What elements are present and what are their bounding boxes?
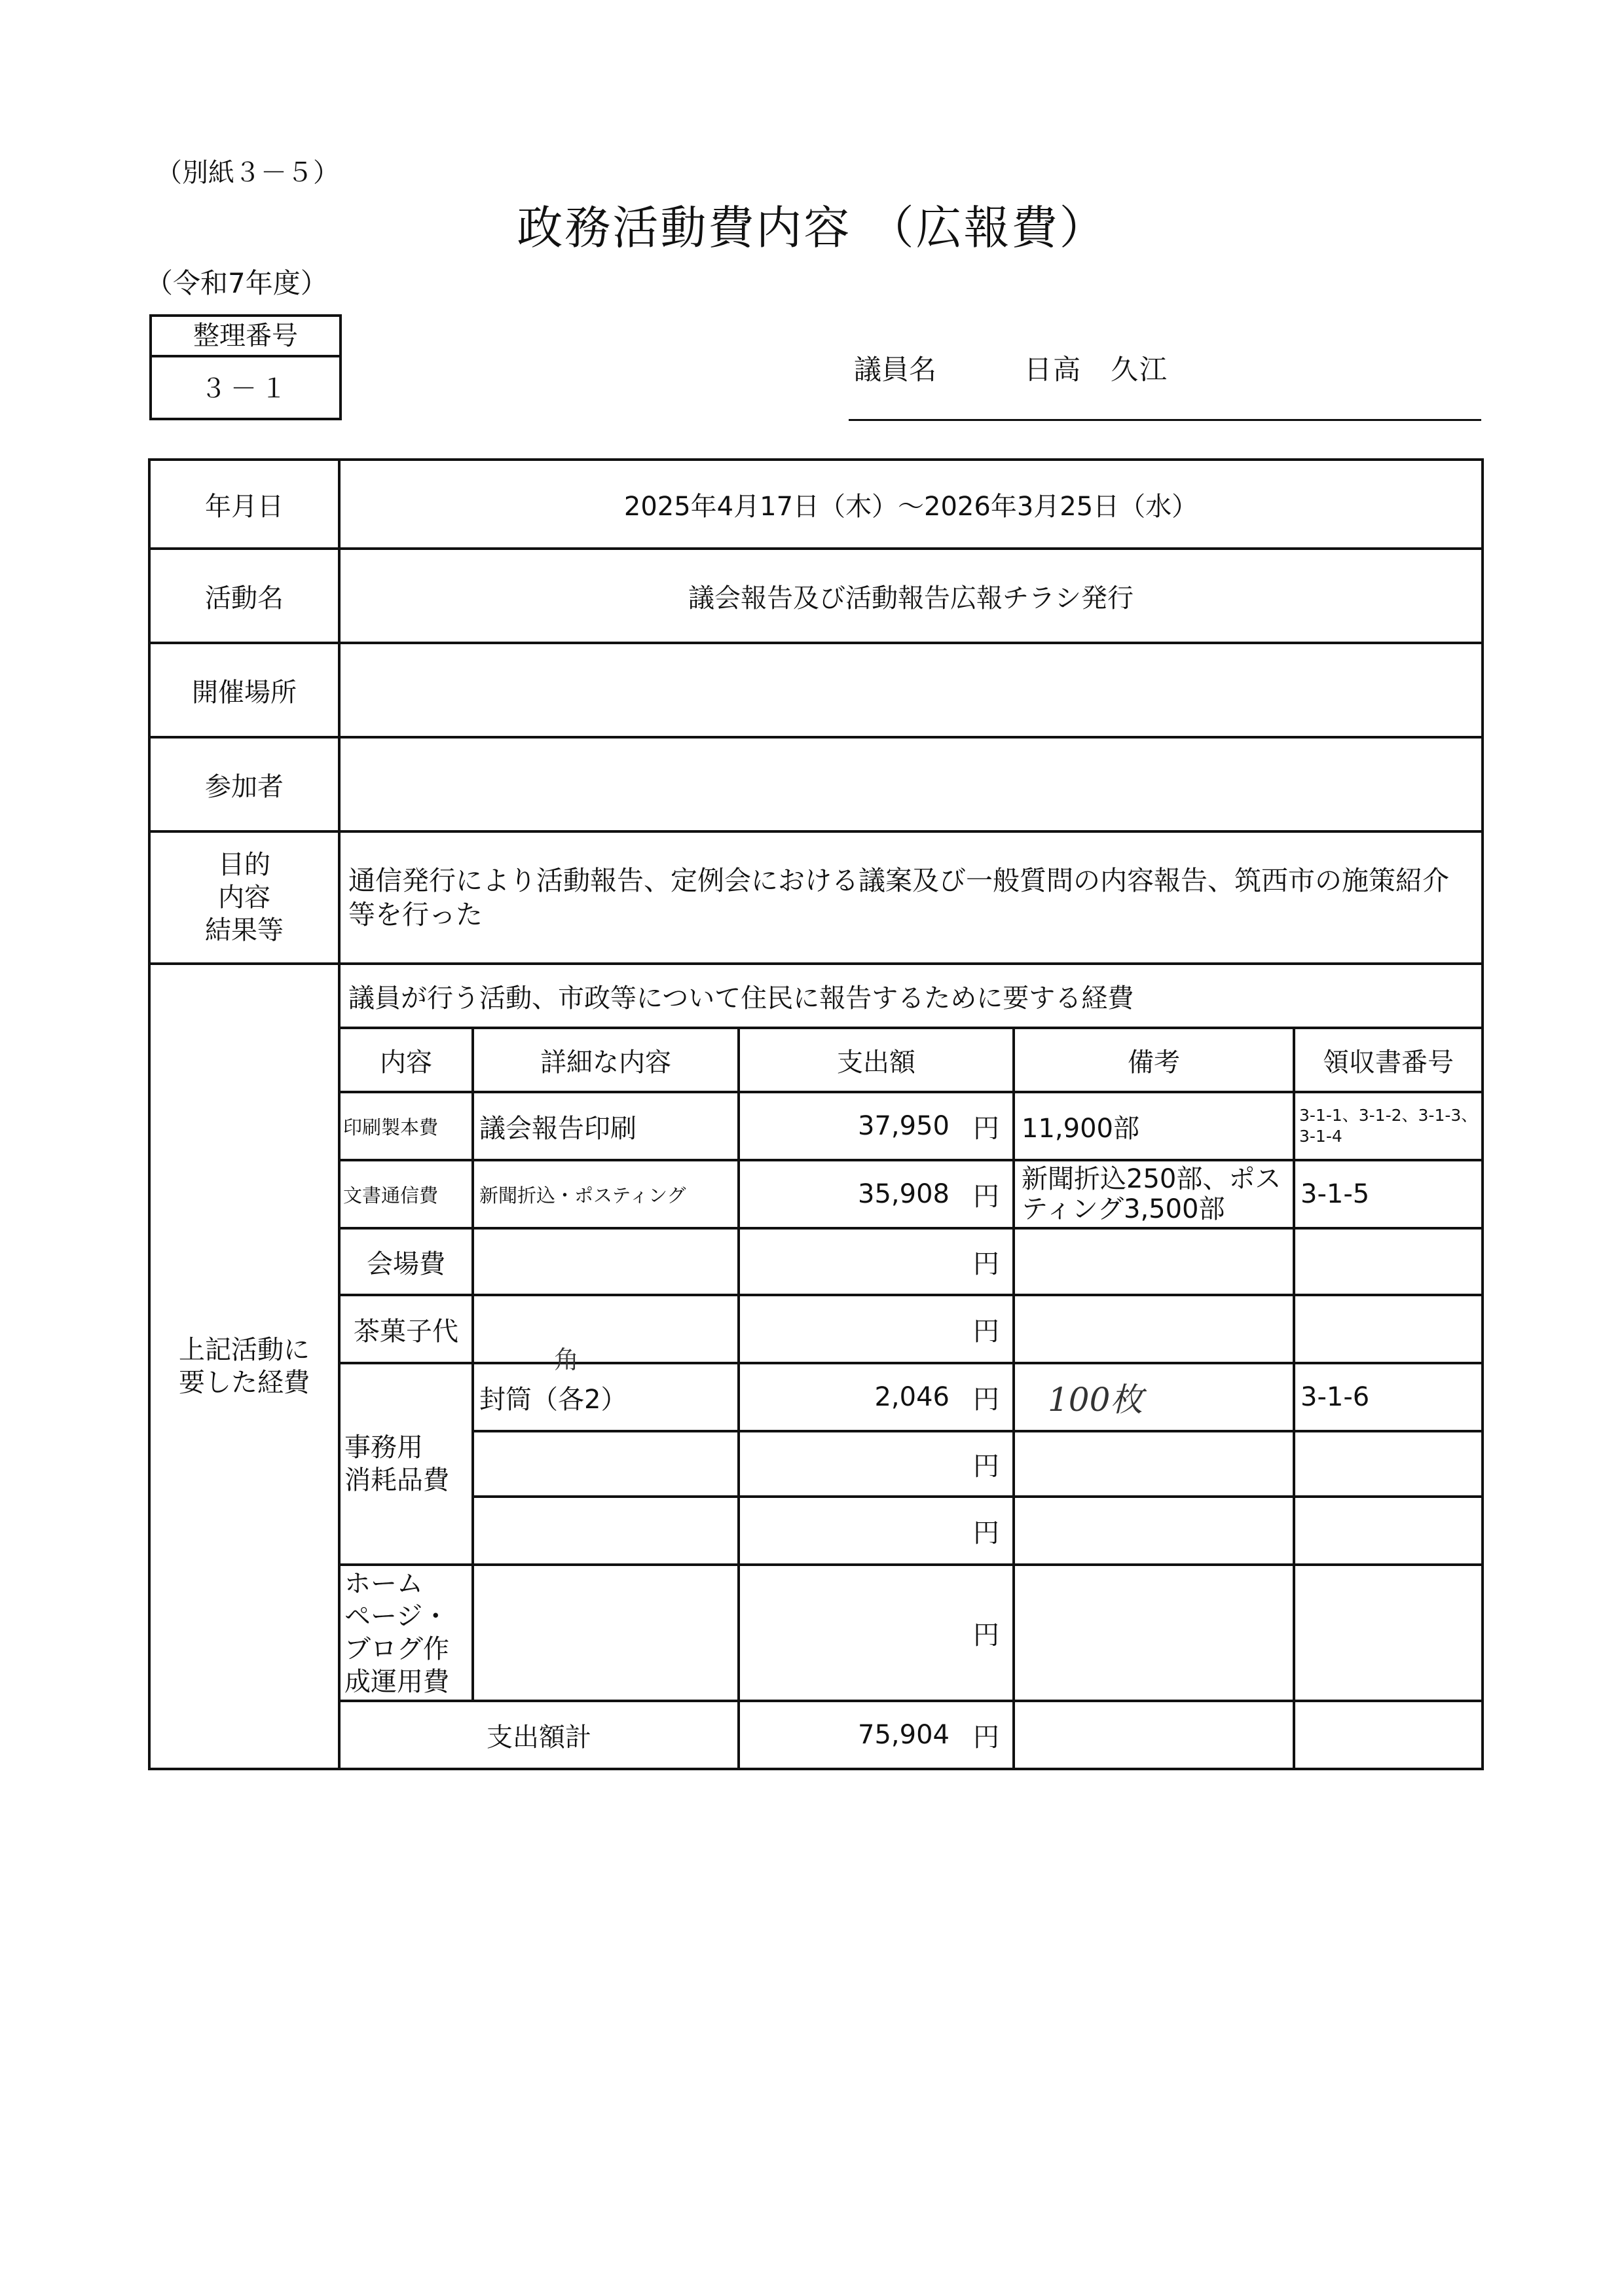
printing-category: 印刷製本費 <box>339 1092 473 1160</box>
yen-unit: 円 <box>973 1620 999 1650</box>
activity-label: 活動名 <box>149 549 339 643</box>
postage-detail: 新聞折込・ポスティング <box>473 1160 739 1228</box>
total-label: 支出額計 <box>339 1701 739 1769</box>
refreshments-receipt <box>1294 1295 1483 1363</box>
expenses-label: 上記活動に 要した経費 <box>149 964 339 1769</box>
venue-fee-detail <box>473 1228 739 1295</box>
purpose-row <box>149 831 1483 964</box>
yen-unit: 円 <box>973 1181 999 1212</box>
reference-number-label: 整理番号 <box>152 317 339 357</box>
col-header-receipt: 領収書番号 <box>1294 1028 1483 1092</box>
activity-row <box>149 549 1483 643</box>
reference-number-value: ３－１ <box>200 374 291 404</box>
postage-receipt: 3-1-5 <box>1294 1160 1483 1228</box>
web-detail <box>473 1565 739 1701</box>
venue-label: 開催場所 <box>149 643 339 737</box>
refreshments-category: 茶菓子代 <box>339 1295 473 1363</box>
postage-amount: 35,908 <box>858 1179 950 1209</box>
web-note <box>1014 1565 1294 1701</box>
supplies-note-handwritten: 100枚 <box>1014 1363 1294 1431</box>
col-header-amount: 支出額 <box>739 1028 1014 1092</box>
expense-header-row <box>149 1028 1483 1092</box>
printing-detail: 議会報告印刷 <box>473 1092 739 1160</box>
supplies-category: 事務用 消耗品費 <box>339 1363 473 1565</box>
expense-row-venue <box>149 1228 1483 1295</box>
yen-unit: 円 <box>973 1722 999 1753</box>
venue-value <box>339 643 1483 737</box>
venue-fee-receipt <box>1294 1228 1483 1295</box>
expense-row-supplies-1 <box>149 1363 1483 1431</box>
venue-row <box>149 643 1483 737</box>
supplies-amount-cell-3 <box>739 1497 1014 1565</box>
venue-fee-amount-cell <box>739 1228 1014 1295</box>
expense-row-web <box>149 1565 1483 1701</box>
member-label: 議員名 <box>854 354 937 386</box>
supplies-note-3 <box>1014 1497 1294 1565</box>
expense-row-refreshments <box>149 1295 1483 1363</box>
supplies-detail-3 <box>473 1497 739 1565</box>
yen-unit: 円 <box>973 1113 999 1144</box>
total-amount: 75,904 <box>858 1720 950 1750</box>
yen-unit: 円 <box>973 1518 999 1548</box>
activity-value: 議会報告及び活動報告広報チラシ発行 <box>339 549 1483 643</box>
participants-row <box>149 737 1483 831</box>
supplies-note-2 <box>1014 1431 1294 1497</box>
date-value: 2025年4月17日（木）～2026年3月25日（水） <box>339 460 1483 549</box>
web-receipt <box>1294 1565 1483 1701</box>
reference-number-box <box>149 314 342 420</box>
expenses-intro: 議員が行う活動、市政等について住民に報告するために要する経費 <box>339 964 1483 1028</box>
supplies-receipt: 3-1-6 <box>1294 1363 1483 1431</box>
supplies-amount-cell <box>739 1363 1014 1431</box>
col-header-category: 内容 <box>339 1028 473 1092</box>
supplies-receipt-3 <box>1294 1497 1483 1565</box>
web-category: ホーム ページ・ ブログ作 成運用費 <box>339 1565 473 1701</box>
col-header-detail: 詳細な内容 <box>473 1028 739 1092</box>
expenses-intro-row <box>149 964 1483 1028</box>
activity-table <box>148 458 1484 1770</box>
yen-unit: 円 <box>973 1384 999 1415</box>
yen-unit: 円 <box>973 1316 999 1347</box>
venue-fee-category: 会場費 <box>339 1228 473 1295</box>
refreshments-note <box>1014 1295 1294 1363</box>
date-row <box>149 460 1483 549</box>
printing-note: 11,900部 <box>1014 1092 1294 1160</box>
postage-amount-cell <box>739 1160 1014 1228</box>
appendix-label: （別紙３－５） <box>156 158 339 188</box>
postage-category: 文書通信費 <box>339 1160 473 1228</box>
printing-amount: 37,950 <box>858 1111 950 1141</box>
page-title: 政務活動費内容 （広報費） <box>517 201 1107 255</box>
refreshments-amount-cell <box>739 1295 1014 1363</box>
supplies-amount: 2,046 <box>874 1382 950 1412</box>
date-label: 年月日 <box>149 460 339 549</box>
participants-value <box>339 737 1483 831</box>
fiscal-year: （令和7年度） <box>145 267 328 299</box>
expense-total-row <box>149 1701 1483 1769</box>
postage-note: 新聞折込250部、ポスティング3,500部 <box>1014 1160 1294 1228</box>
printing-receipt: 3-1-1、3-1-2、3-1-3、3-1-4 <box>1294 1092 1483 1160</box>
supplies-receipt-2 <box>1294 1431 1483 1497</box>
supplies-detail: 封筒（各2） <box>473 1363 739 1431</box>
supplies-detail-2 <box>473 1431 739 1497</box>
yen-unit: 円 <box>973 1451 999 1482</box>
handwritten-annotation: 角 <box>554 1345 580 1374</box>
expense-row-printing <box>149 1092 1483 1160</box>
member-underline <box>849 419 1481 421</box>
purpose-value: 通信発行により活動報告、定例会における議案及び一般質問の内容報告、筑西市の施策紹介等を行った <box>339 831 1483 964</box>
purpose-label: 目的 内容 結果等 <box>149 831 339 964</box>
printing-amount-cell <box>739 1092 1014 1160</box>
total-amount-cell <box>739 1701 1014 1769</box>
total-receipt <box>1294 1701 1483 1769</box>
yen-unit: 円 <box>973 1248 999 1279</box>
supplies-amount-cell-2 <box>739 1431 1014 1497</box>
expense-row-postage <box>149 1160 1483 1228</box>
venue-fee-note <box>1014 1228 1294 1295</box>
refreshments-detail <box>473 1295 739 1363</box>
web-amount-cell <box>739 1565 1014 1701</box>
member-name: 日高 久江 <box>1024 354 1169 386</box>
col-header-note: 備考 <box>1014 1028 1294 1092</box>
total-note <box>1014 1701 1294 1769</box>
participants-label: 参加者 <box>149 737 339 831</box>
